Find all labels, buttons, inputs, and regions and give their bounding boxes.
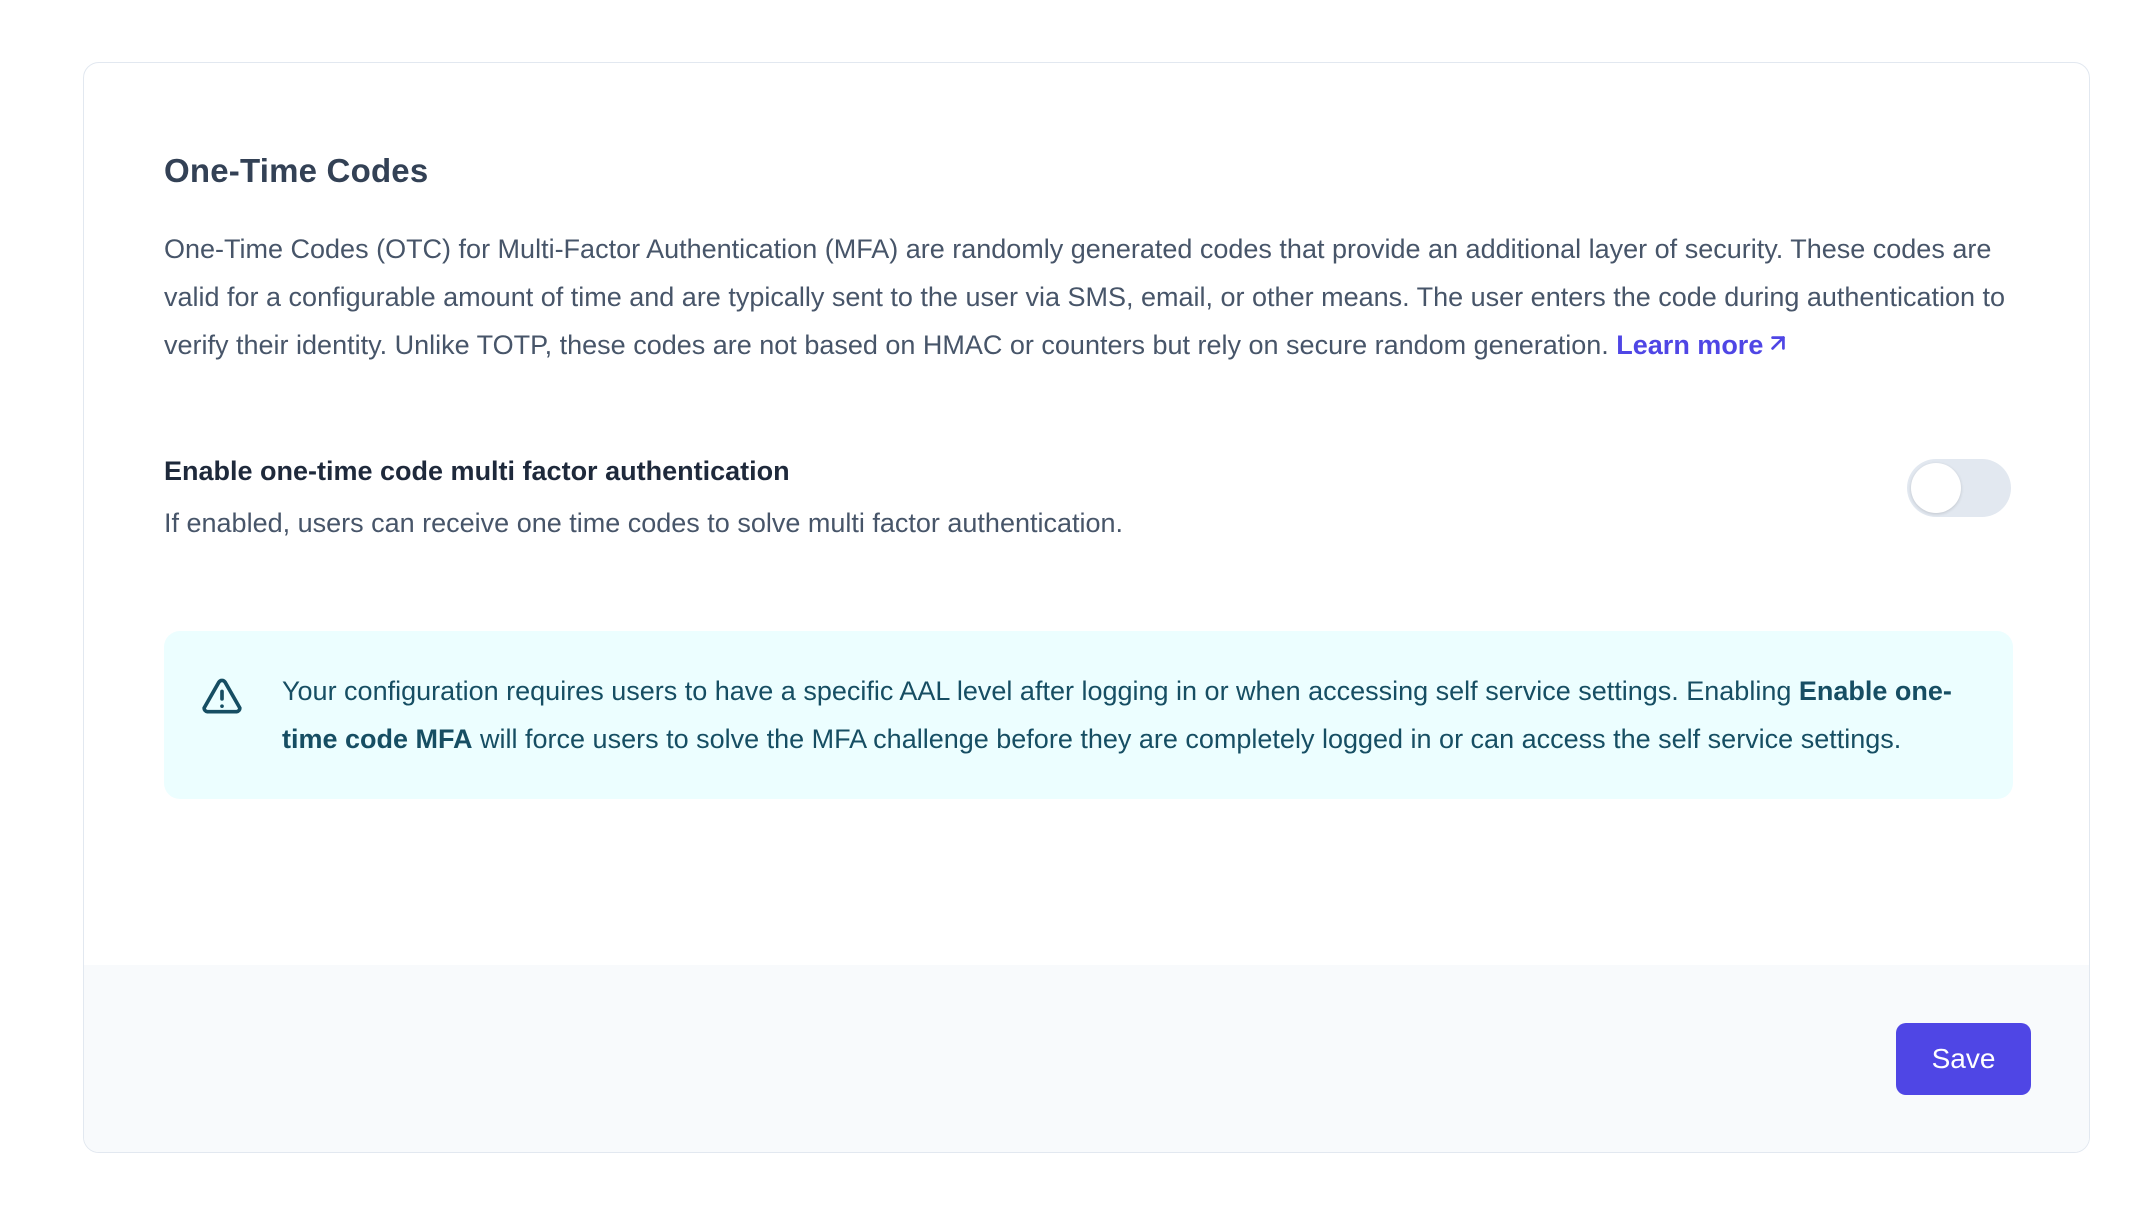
mfa-setting-description: If enabled, users can receive one time codes to solve multi factor authentication. [164,508,1124,538]
aal-warning-text-before: Your configuration requires users to have a specific AAL level after logging in or when accessing self service settings. Enabling [282,676,1799,706]
mfa-toggle[interactable] [1907,459,2011,517]
mfa-setting-row [164,451,2011,547]
toggle-knob [1911,463,1961,513]
card-footer [84,965,2089,1152]
learn-more-link[interactable] [1616,330,1791,360]
otc-description [164,225,2011,369]
save-button[interactable]: Save [1896,1023,2031,1095]
warning-triangle-icon [200,675,244,724]
mfa-setting-label: Enable one-time code multi factor authentication [164,456,790,486]
arrow-up-right-icon [1765,330,1791,356]
learn-more-label: Learn more [1616,330,1764,360]
card-body [84,63,2089,965]
one-time-codes-card [83,62,2090,1153]
page-title: One-Time Codes [164,152,429,189]
otc-description-text: One-Time Codes (OTC) for Multi-Factor Authentication (MFA) are randomly generated codes that provide an additional layer of security. These codes are valid for a configurable amount of time and are typically sent to the user via SMS, email, or other means. The user enters the code during authentication to verify their identity. Unlike TOTP, these codes are not based on HMAC or counters but rely on secure random generation. [164,234,2006,360]
aal-warning-text-bold: Enable one-time code MFA [282,676,1952,754]
aal-warning-text-after: will force users to solve the MFA challenge before they are completely logged in or can access the self service settings. [472,724,1902,754]
aal-warning-callout [164,631,2013,799]
mfa-setting-text [164,451,1123,547]
aal-warning-text [282,667,1973,763]
